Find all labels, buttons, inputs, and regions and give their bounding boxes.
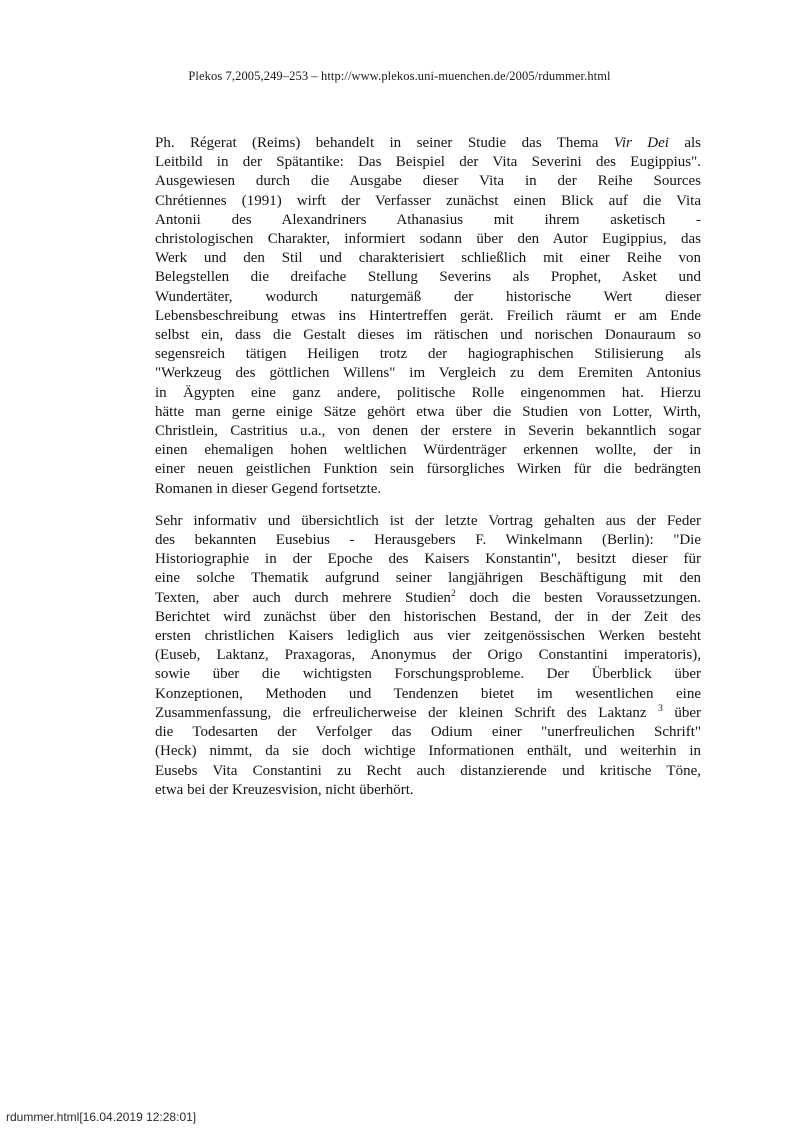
text-segment: selbst ein, dass die Gestalt dieses im rätischen und norischen Donauraum so [155, 327, 701, 344]
text-line [155, 403, 701, 422]
text-segment: doch die besten Voraussetzungen. [455, 589, 702, 606]
text-line [155, 781, 701, 800]
text-segment: Texten, aber auch durch mehrere Studien [155, 589, 451, 606]
text-segment: Romanen in dieser Gegend fortsetzte. [155, 480, 382, 497]
text-segment: Konzeptionen, Methoden und Tendenzen bietet im wesentlichen eine [155, 685, 701, 702]
text-line [155, 460, 701, 479]
document-body [155, 134, 701, 800]
text-segment: Christlein, Castritius u.a., von denen der erstere in Severin bekanntlich sogar [155, 423, 701, 440]
text-segment: Ausgewiesen durch die Ausgabe dieser Vita in der Reihe Sources [155, 173, 701, 190]
text-segment: einer neuen geistlichen Funktion sein fürsorgliches Wirken für die bedrängten [155, 461, 701, 478]
text-segment: segensreich tätigen Heiligen trotz der hagiographischen Stilisierung als [155, 346, 701, 363]
text-line [155, 723, 701, 742]
text-line [155, 762, 701, 781]
text-segment: des bekannten Eusebius - Herausgebers F. Winkelmann (Berlin): "Die [155, 532, 701, 549]
text-line [155, 608, 701, 627]
text-segment: Chrétiennes (1991) wirft der Verfasser zunächst einen Blick auf die Vita [155, 192, 701, 209]
text-line [155, 627, 701, 646]
text-line [155, 480, 701, 499]
text-segment: eine solche Thematik aufgrund seiner langjährigen Beschäftigung mit den [155, 570, 701, 587]
italic-text: Vir Dei [613, 135, 669, 151]
text-line [155, 288, 701, 307]
text-segment: Wundertäter, wodurch naturgemäß der historische Wert dieser [155, 288, 701, 305]
text-segment: hätte man gerne einige Sätze gehört etwa über die Studien von Lotter, Wirth, [155, 403, 701, 420]
text-segment: "Werkzeug des göttlichen Willens" im Vergleich zu dem Eremiten Antonius [155, 365, 701, 382]
text-line [155, 192, 701, 211]
text-line [155, 550, 701, 569]
text-line [155, 589, 701, 608]
text-segment: Belegstellen die dreifache Stellung Severins als Prophet, Asket und [155, 269, 701, 286]
footnote-marker: 3 [658, 703, 663, 714]
text-segment: Zusammenfassung, die erfreulicherweise der kleinen Schrift des Laktanz [155, 704, 659, 721]
text-segment: Werk und den Stil und charakterisiert schließlich mit einer Reihe von [155, 250, 701, 267]
text-line [155, 384, 701, 403]
footer-file-info: rdummer.html[16.04.2019 12:28:01] [6, 1110, 197, 1124]
text-segment: als [668, 135, 701, 151]
text-line [155, 364, 701, 383]
text-segment: einen ehemaligen hohen weltlichen Würdenträger erkennen wollte, der in [155, 442, 701, 459]
text-line [155, 172, 701, 191]
text-line [155, 531, 701, 550]
text-segment: Sehr informativ und übersichtlich ist der letzte Vortrag gehalten aus der Feder [155, 512, 701, 529]
text-line [155, 704, 701, 723]
text-line [155, 307, 701, 326]
page-header-citation: Plekos 7,2005,249–253 – http://www.plekos.uni-muenchen.de/2005/rdummer.html [188, 69, 611, 83]
text-segment: (Heck) nimmt, da sie doch wichtige Informationen enthält, und weiterhin in [155, 743, 701, 760]
text-line [155, 134, 701, 153]
text-segment: Eusebs Vita Constantini zu Recht auch distanzierende und kritische Töne, [155, 762, 701, 779]
text-line [155, 268, 701, 287]
text-line [155, 211, 701, 230]
text-line [155, 441, 701, 460]
text-segment: Historiographie in der Epoche des Kaisers Konstantin", besitzt dieser für [155, 551, 701, 568]
text-segment: Leitbild in der Spätantike: Das Beispiel der Vita Severini des Eugippius". [155, 154, 701, 171]
text-line [155, 422, 701, 441]
paragraph [155, 134, 701, 499]
text-line [155, 742, 701, 761]
text-segment: Antonii des Alexandriners Athanasius mit ihrem asketisch - [155, 211, 701, 228]
paragraph [155, 512, 701, 800]
text-line [155, 326, 701, 345]
text-line [155, 249, 701, 268]
text-line [155, 230, 701, 249]
text-line [155, 512, 701, 531]
text-line [155, 569, 701, 588]
text-segment: Lebensbeschreibung etwas ins Hintertreffen gerät. Freilich räumt er am Ende [155, 307, 701, 324]
text-segment: (Euseb, Laktanz, Praxagoras, Anonymus der Origo Constantini imperatoris), [155, 647, 701, 664]
text-line [155, 153, 701, 172]
text-segment: christologischen Charakter, informiert sodann über den Autor Eugippius, das [155, 231, 701, 248]
text-line [155, 685, 701, 704]
text-segment: sowie über die wichtigsten Forschungsprobleme. Der Überblick über [155, 666, 701, 683]
text-segment: etwa bei der Kreuzesvision, nicht überhört. [155, 781, 414, 798]
text-segment: ersten christlichen Kaisers lediglich aus vier zeitgenössischen Werken besteht [155, 628, 701, 645]
footnote-marker: 2 [450, 588, 456, 599]
text-segment: Ph. Régerat (Reims) behandelt in seiner Studie das Thema [155, 135, 614, 151]
text-line [155, 345, 701, 364]
text-segment: Berichtet wird zunächst über den historischen Bestand, der in der Zeit des [155, 608, 701, 625]
text-segment: über [662, 704, 701, 721]
text-segment: in Ägypten eine ganz andere, politische Rolle eingenommen hat. Hierzu [155, 384, 701, 401]
text-line [155, 665, 701, 684]
text-line [155, 646, 701, 665]
text-segment: die Todesarten der Verfolger das Odium einer "unerfreulichen Schrift" [155, 724, 701, 741]
